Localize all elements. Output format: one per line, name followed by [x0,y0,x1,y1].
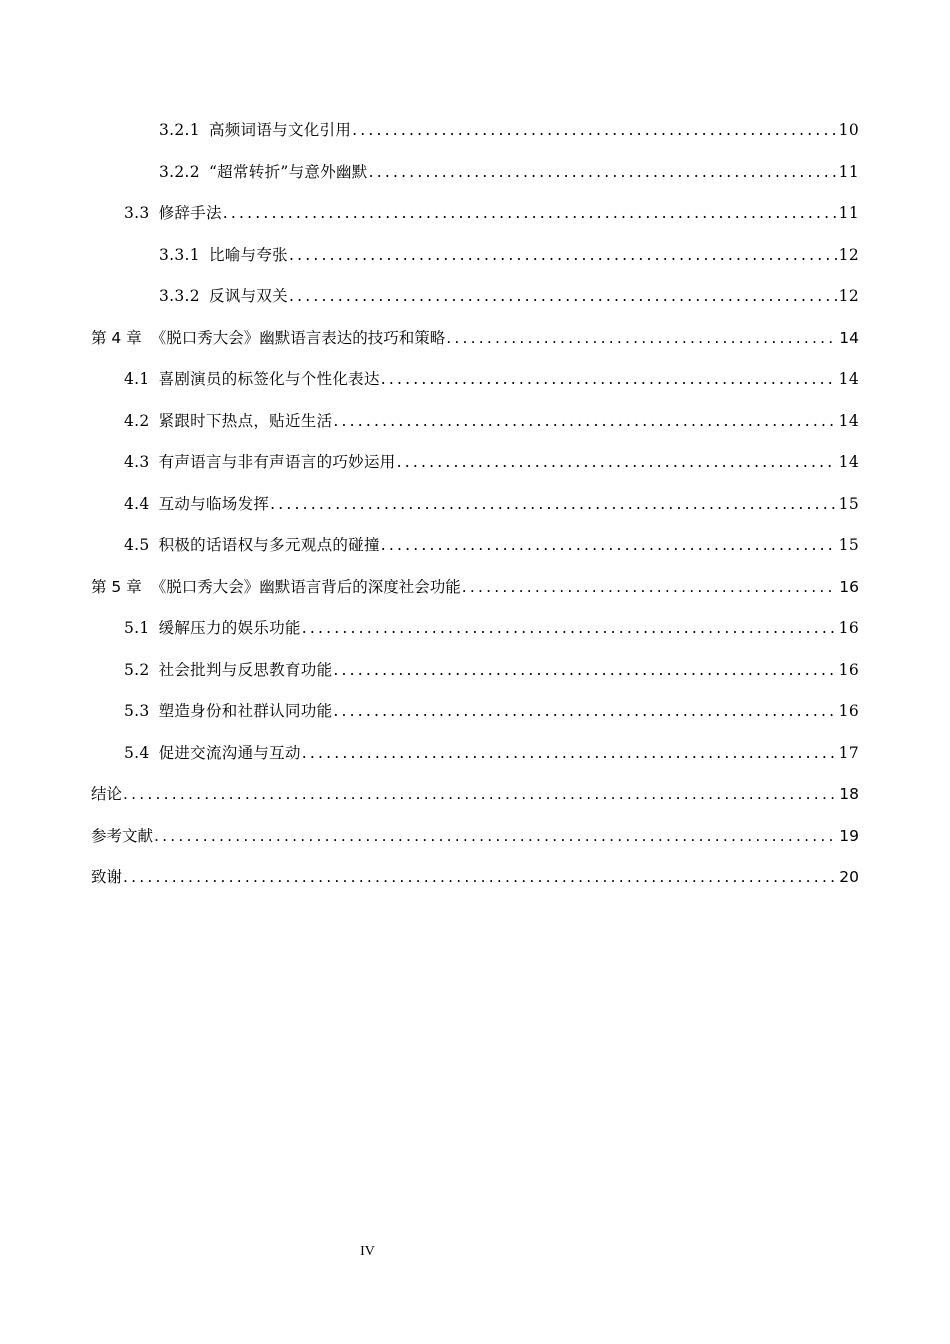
toc-page-number: 16 [838,702,859,720]
toc-entry[interactable] [124,367,859,391]
dot-leader [462,575,838,599]
toc-page-number: 15 [838,536,859,554]
toc-entry[interactable] [124,533,859,557]
toc-page-number: 12 [838,287,859,305]
toc-number: 3.2.1 [159,121,200,139]
toc-title: 社会批判与反思教育功能 [158,661,333,679]
toc-title: 塑造身份和社群认同功能 [158,702,333,720]
toc-title: 紧跟时下热点，贴近生活 [158,412,333,430]
toc-entry[interactable] [91,575,859,599]
toc-entry[interactable] [159,160,859,184]
toc-page-number: 14 [838,453,859,471]
toc-entry[interactable] [124,741,859,765]
toc-page-number: 14 [838,412,859,430]
toc-number: 5.4 [124,744,150,762]
dot-leader [333,409,836,433]
toc-entry[interactable] [124,616,859,640]
toc-number: 4.5 [124,536,150,554]
toc-page-number: 17 [838,744,859,762]
toc-title: 喜剧演员的标签化与个性化表达 [158,370,380,388]
toc-number: 3.3.1 [159,246,200,264]
toc-number: 3.3.2 [159,287,200,305]
toc-title: 有声语言与非有声语言的巧妙运用 [158,453,396,471]
dot-leader [154,824,837,848]
toc-entry[interactable] [124,201,859,225]
toc-page-number: 14 [839,329,859,347]
toc-page-number: 18 [839,785,859,803]
dot-leader [302,741,837,765]
toc-entry[interactable] [159,284,859,308]
toc-number: 第 5 章 [91,578,142,596]
toc-page-number: 16 [838,661,859,679]
toc-page-number: 19 [839,827,859,845]
dot-leader [369,160,837,184]
toc-number: 4.3 [124,453,150,471]
toc-title: 缓解压力的娱乐功能 [158,619,301,637]
toc-entry[interactable] [91,782,859,806]
dot-leader [302,616,837,640]
toc-page-number: 11 [838,163,859,181]
toc-page-number: 11 [838,204,859,222]
toc-entry[interactable] [124,409,859,433]
toc-page-number: 16 [839,578,859,596]
toc-number: 第 4 章 [91,329,142,347]
toc-title: 修辞手法 [158,204,222,222]
dot-leader [333,699,836,723]
toc-page-number: 10 [838,121,859,139]
dot-leader [289,243,837,267]
toc-title: 促进交流沟通与互动 [158,744,301,762]
toc-entry[interactable] [159,118,859,142]
toc-title: 积极的话语权与多元观点的碰撞 [158,536,380,554]
dot-leader [352,118,837,142]
toc-title: 《脱口秀大会》幽默语言表达的技巧和策略 [150,329,446,347]
toc-entry[interactable] [124,699,859,723]
toc-entry[interactable] [91,865,859,889]
toc-number: 4.1 [124,370,150,388]
dot-leader [289,284,837,308]
toc-page-number: 20 [839,868,859,886]
dot-leader [381,533,837,557]
dot-leader [397,450,837,474]
toc-page-number: 15 [838,495,859,513]
toc-title: 互动与临场发挥 [158,495,270,513]
dot-leader [223,201,837,225]
toc-entry[interactable] [91,824,859,848]
toc-entry[interactable] [124,450,859,474]
toc-number: 5.1 [124,619,150,637]
toc-entry[interactable] [159,243,859,267]
toc-title: 比喻与夸张 [208,246,288,264]
toc-title: 致谢 [91,868,123,886]
toc-number: 5.3 [124,702,150,720]
toc-number: 4.4 [124,495,150,513]
toc-page-number: 12 [838,246,859,264]
toc-title: 反讽与双关 [208,287,288,305]
page-number: IV [360,1244,375,1259]
dot-leader [381,367,837,391]
toc-title: 高频词语与文化引用 [208,121,352,139]
dot-leader [123,782,837,806]
toc-number: 3.2.2 [159,163,200,181]
toc-entry[interactable] [91,326,859,350]
toc-entry[interactable] [124,492,859,516]
dot-leader [333,658,836,682]
toc-page-number: 16 [838,619,859,637]
toc-title: 《脱口秀大会》幽默语言背后的深度社会功能 [150,578,461,596]
toc-title: “超常转折”与意外幽默 [208,163,368,181]
dot-leader [270,492,837,516]
toc-number: 5.2 [124,661,150,679]
dot-leader [123,865,837,889]
toc-title: 结论 [91,785,123,803]
dot-leader [446,326,837,350]
toc-number: 3.3 [124,204,150,222]
toc-title: 参考文献 [91,827,154,845]
toc-page-number: 14 [838,370,859,388]
toc-entry[interactable] [124,658,859,682]
toc-number: 4.2 [124,412,150,430]
